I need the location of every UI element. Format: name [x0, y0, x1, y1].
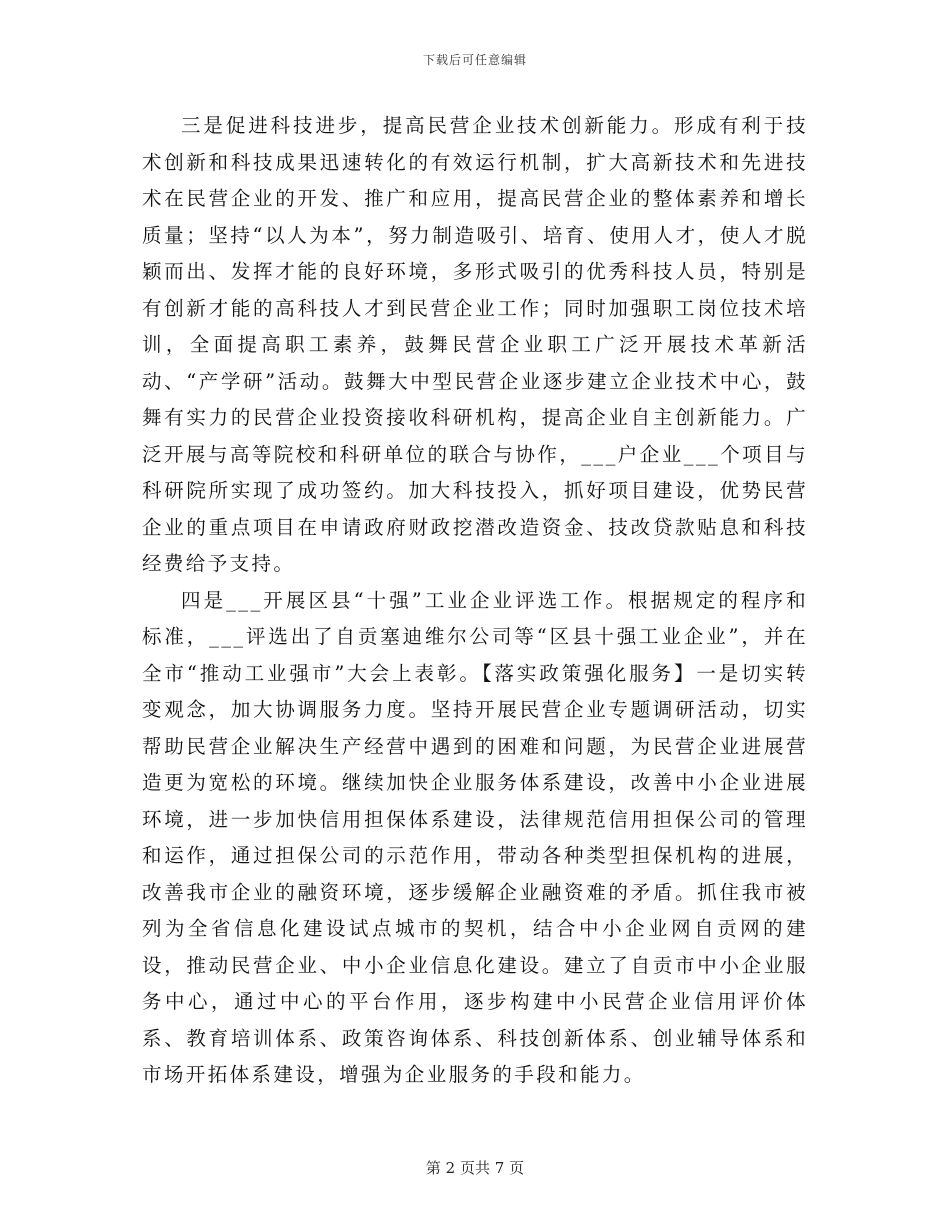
page-number-footer: 第 2 页共 7 页: [425, 1159, 525, 1177]
paragraph-4-top-ten-selection: 四是___开展区县“十强”工业企业评选工作。根据规定的程序和标准，___评选出了自贡塞迪维尔公司等“区县十强工业企业”，并在全市“推动工业强市”大会上表彰。【落实政策强化服务】一是切实转变观念，加大协调服务力度。坚持开展民营企业专题调研活动，切实帮助民营企业解决生产经营中遇到的困难和问题，为民营企业进展营造更为宽松的环境。继续加快企业服务体系建设，改善中小企业进展环境，进一步加快信用担保体系建设，法律规范信用担保公司的管理和运作，通过担保公司的示范作用，带动各种类型担保机构的进展，改善我市企业的融资环境，逐步缓解企业融资难的矛盾。抓住我市被列为全省信息化建设试点城市的契机，结合中小企业网自贡网的建设，推动民营企业、中小企业信息化建设。建立了自贡市中小企业服务中心，通过中心的平台作用，逐步构建中小民营企业信用评价体系、教育培训体系、政策咨询体系、科技创新体系、创业辅导体系和市场开拓体系建设，增强为企业服务的手段和能力。: [142, 588, 808, 1086]
paragraph-3-tech-progress: 三是促进科技进步，提高民营企业技术创新能力。形成有利于技术创新和科技成果迅速转化的有效运行机制，扩大高新技术和先进技术在民营企业的开发、推广和应用，提高民营企业的整体素养和增长质量；坚持“以人为本”，努力制造吸引、培育、使用人才，使人才脱颖而出、发挥才能的良好环境，多形式吸引的优秀科技人员，特别是有创新才能的高科技人才到民营企业工作；同时加强职工岗位技术培训，全面提高职工素养，鼓舞民营企业职工广泛开展技术革新活动、“产学研”活动。鼓舞大中型民营企业逐步建立企业技术中心，鼓舞有实力的民营企业投资接收科研机构，提高企业自主创新能力。广泛开展与高等院校和科研单位的联合与协作，___户企业___个项目与科研院所实现了成功签约。加大科技投入，抓好项目建设，优势民营企业的重点项目在申请政府财政挖潜改造资金、技改贷款贴息和科技经费给予支持。: [142, 114, 808, 575]
document-body: [142, 108, 808, 1094]
page-header: 下载后可任意编辑: [422, 53, 527, 67]
